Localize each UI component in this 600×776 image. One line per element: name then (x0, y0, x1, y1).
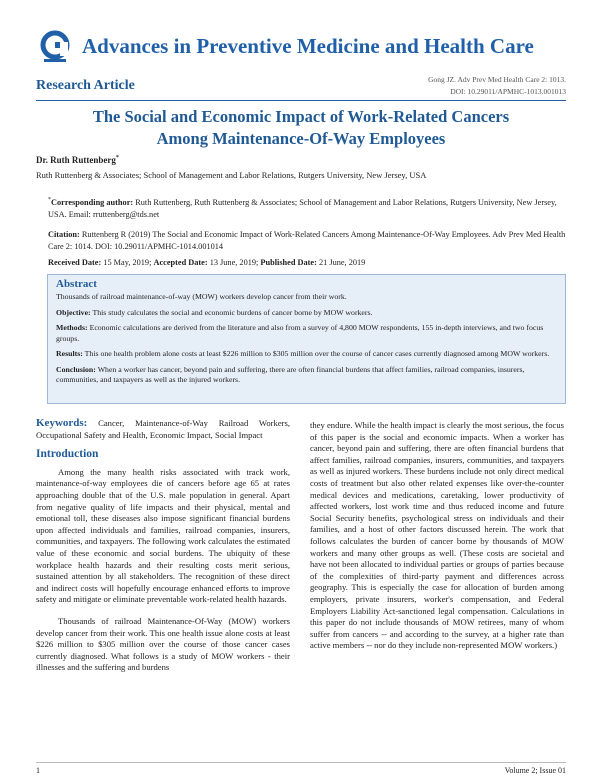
methods-text: Economic calculations are derived from the literature and also from a survey of 4,800 MOW respondents, 155 in-depth interviews, and two focus groups. (56, 323, 544, 343)
conclusion-text: When a worker has cancer, beyond pain and suffering, there are often financial burdens that affect families, railroad companies, insurers, communities, and taxpayers as well as the injured workers. (56, 364, 525, 384)
article-type: Research Article (36, 78, 135, 93)
journal-title: Advances in Preventive Medicine and Health Care (82, 34, 534, 58)
header-doi: DOI: 10.29011/APMHC-1013.001013 (450, 87, 566, 96)
abstract-intro: Thousands of railroad maintenance-of-way (MOW) workers develop cancer from their work. (56, 292, 347, 301)
abstract-objective (56, 308, 557, 319)
footer-divider (36, 762, 566, 763)
header-citation (428, 74, 566, 98)
keywords-text: Cancer, Maintenance-of-Way Railroad Workers, Occupational Safety and Health, Economic Impact, Social Impact (36, 418, 290, 440)
published-label: Published Date: (260, 258, 317, 267)
corresponding-author: *Corresponding author: Ruth Ruttenberg, Ruth Ruttenberg & Associates; School of Management and Labor Relations, Rutgers University, New Jersey, USA. Email: rruttenberg@tds.net (48, 197, 557, 219)
article-title-line1: The Social and Economic Impact of Work-Related Cancers (92, 107, 510, 126)
objective-text: This study calculates the social and economic burdens of cancer borne by MOW workers. (92, 307, 373, 317)
keywords (36, 418, 290, 441)
author-name-text: Dr. Ruth Ruttenberg (36, 155, 116, 165)
author-mark: * (115, 155, 119, 161)
intro-paragraph-3: they endure. While the health impact is clearly the most serious, the focus of this paper is the social and economic impacts. When a worker has cancer, beyond pain and suffering, there are often financial burdens that affect families, railroad companies, insurers, communities, and taxpayers as well as injured workers. These burdens include not only direct medical costs of treatment but also other related expenses like over-the-counter medical devices and medications, caretaking, lower productivity of affected workers, lost work time and thus reduced income and future Social Security benefits, psychological stress on individuals and their families, and a host of other factors discussed herein. The work that follows calculates the burden of cancer borne by thousands of MOW workers and many other groups as well. (These costs are societal and have not been allocated to individual parties or groups of parties because of the complexities of third-party payment and differences across geography. This is especially the case for allocation of burden among employers, private insurers, worker's compensation, and Federal Employers Liability Act-sanctioned legal compensation. Calculations in this paper do not include thousands of MOW retirees, many of whom suffer from cancers -- and according to the survey, at a higher rate than active members -- nor do they include non-represented MOW workers.) (310, 420, 564, 651)
article-type-row (36, 74, 566, 100)
abstract-heading: Abstract (56, 278, 97, 290)
received-label: Received Date: (48, 258, 102, 267)
accepted-date: 13 June, 2019; (209, 258, 259, 267)
accepted-label: Accepted Date: (153, 258, 208, 267)
author-affiliation: Ruth Ruttenberg & Associates; School of Management and Labor Relations, Rutgers University, New Jersey, USA (36, 170, 427, 180)
citation-text: Ruttenberg R (2019) The Social and Economic Impact of Work-Related Cancers Among Maintenance-Of-Way Employees. Adv Prev Med Health Care 2: 1014. DOI: 10.29011/APMHC-1014.001014 (48, 229, 566, 251)
published-date: 21 June, 2019 (318, 258, 366, 267)
left-column (36, 418, 290, 674)
methods-label: Methods: (56, 323, 88, 332)
abstract-conclusion (56, 365, 557, 386)
introduction-heading: Introduction (36, 448, 99, 461)
page-number: 1 (36, 766, 40, 775)
keywords-label: Keywords: (36, 417, 88, 429)
journal-header (38, 30, 568, 66)
article-dates (48, 258, 365, 267)
conclusion-label: Conclusion: (56, 364, 96, 374)
article-title-line2: Among Maintenance-Of-Way Employees (156, 129, 446, 148)
citation (48, 229, 566, 253)
results-text: This one health problem alone costs at least $226 million to $305 million over the course of cancer cases currently diagnosed among MOW workers. (84, 349, 550, 358)
citation-label: Citation: (48, 229, 80, 239)
article-title (36, 106, 566, 150)
objective-label: Objective: (56, 307, 91, 317)
intro-paragraph-2: Thousands of railroad Maintenance-Of-Way (MOW) workers develop cancer from their work. This one health issue alone costs at least $226 million to $305 million over the course of those cancer cases currently diagnosed. What follows is a study of MOW workers - their illnesses and the suffering and burdens (36, 615, 290, 673)
right-column (310, 420, 564, 652)
intro-paragraph-1: Among the many health risks associated with track work, maintenance-of-way employees die of cancers before age 65 at rates approaching double that of the U.S. male population in general. Apart from negative quality of life impacts and their physical, mental and emotional toll, these diseases also impose significant financial burdens upon affected individuals and families, railroad companies, insurers, communities, and taxpayers. The following work calculates the estimated value of these economic and social burdens. The ubiquity of these workplace health hazards and their resulting costs merit serious, sustained attention by all stakeholders. The recognition of these direct and indirect costs will hopefully encourage enhanced efforts to improve safety and mitigate or eliminate preventable work-related health hazards. (36, 466, 290, 605)
abstract-results (56, 349, 557, 360)
abstract-methods (56, 323, 557, 344)
corresponding-text: Ruth Ruttenberg, Ruth Ruttenberg & Associates; School of Management and Labor Relations, Rutgers University, New Jersey, USA. Email: rruttenberg@tds.net (48, 197, 557, 219)
article-meta (48, 194, 566, 261)
header-divider (36, 100, 566, 101)
author-name (36, 155, 119, 165)
journal-logo-icon (38, 30, 72, 64)
volume-issue: Volume 2; Issue 01 (504, 766, 566, 775)
abstract-box (47, 274, 566, 404)
received-date: 15 May, 2019; (103, 258, 152, 267)
corresponding-label: Corresponding author: (51, 197, 134, 207)
header-citation-short: Gong JZ. Adv Prev Med Health Care 2: 1013. (428, 75, 566, 84)
results-label: Results: (56, 349, 83, 358)
